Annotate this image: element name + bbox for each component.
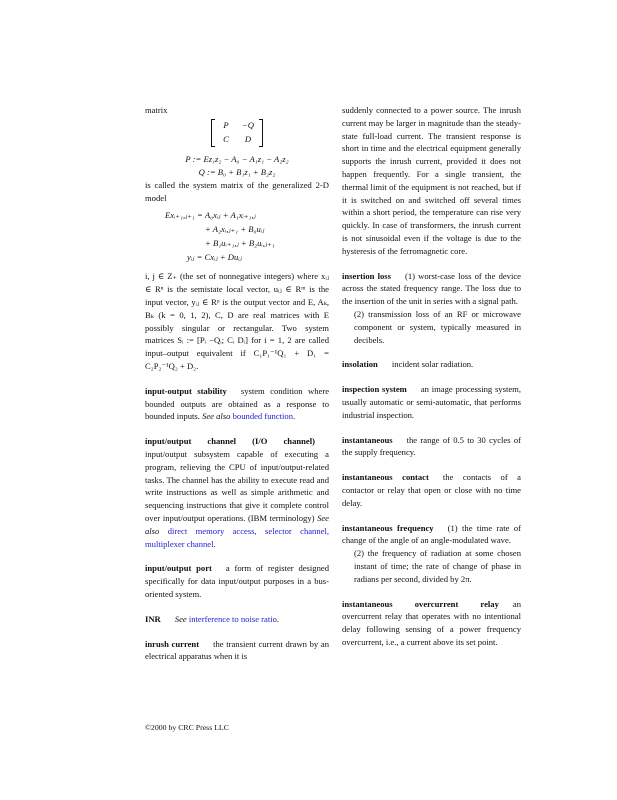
continuation-paragraph: suddenly connected to a power source. The inrush current may be larger in magnitude than the steady-state full-load current. The transient response is short in time and the electrical equipment generally supports the inrush current, provided it does not happen frequently. For a single transient, the thermal limit of the equipment is not reached, but if it is switched on and switched off several times within a short period, the temperature can rise very quickly. In case of transformers, the inrush current is not sinusoidal even if the voltage is due to the hysteresis of the ferromagnetic core. [342, 105, 521, 256]
glossary-entry [145, 562, 329, 600]
equivalence-paragraph: i, j ∈ Z₊ (the set of nonnegative integers) where xᵢⱼ ∈ Rⁿ is the semistate local vector, uᵢⱼ ∈ Rᵐ is the input vector, yᵢⱼ ∈ Rᵖ is the output vector and E, Aₖ, Bₖ (k = 0, 1, 2), C, D are real matrices with E possibly singular or rectangular. Two system matrices Sᵢ := [Pᵢ −Qᵢ; Cᵢ Dᵢ] for i = 1, 2 are called input–output equivalent if C₁P₁⁻¹Q₁ + D₁ = C₂P₂⁻¹Q₂ + D₂. [145, 271, 329, 371]
entry-tail: . [213, 538, 216, 549]
glossary-entry [342, 270, 521, 308]
model-description: is called the system matrix of the generalized 2-D model [145, 179, 329, 203]
cross-reference-link[interactable]: direct memory access, selector channel, multiplexer channel [145, 525, 329, 549]
matrix-cell: P [223, 119, 229, 130]
left-column [145, 104, 329, 663]
entry-term: input/output channel (I/O channel) [145, 436, 315, 447]
entry-term: instantaneous [342, 434, 393, 445]
entry-subsense: (2) the frequency of radiation at some chosen instant of time; the rate of change of phase in radians per second, divided by 2π. [354, 548, 521, 584]
copyright-footer: ©2000 by CRC Press LLC [145, 723, 229, 732]
entry-definition: an image processing system, usually automatic or semi-automatic, that performs industrial inspection. [342, 384, 521, 420]
entry-definition: system condition where bounded outputs are obtained as a response to bounded inputs. [145, 385, 330, 422]
glossary-entry [145, 638, 329, 664]
glossary-entry [342, 598, 521, 649]
entry-term: instantaneous overcurrent relay [342, 598, 499, 609]
matrix-cell: C [223, 133, 229, 144]
glossary-entry [145, 613, 329, 626]
system-equation-line: + A₂xᵢ,ⱼ₊₁ + B₀uᵢⱼ [205, 224, 265, 235]
entry-tail: . [276, 613, 280, 624]
entry-term: insertion loss [342, 270, 391, 281]
entry-definition: the range of 0.5 to 30 cycles of the supply frequency. [342, 434, 521, 458]
see-label: See [174, 613, 187, 624]
glossary-entry [342, 434, 521, 460]
system-equations [145, 208, 329, 264]
system-equation-line: yᵢⱼ = Cxᵢⱼ + Duᵢⱼ [187, 252, 242, 263]
entry-term: inspection system [342, 384, 407, 395]
see-also-label: See also [145, 512, 329, 536]
see-also-label: See also [202, 411, 231, 422]
entry-term: input-output stability [145, 385, 227, 396]
entry-subsense: (2) transmission loss of an RF or microwave component or system, typically measured in decibels. [354, 308, 521, 345]
glossary-entry [342, 522, 521, 548]
entry-term: insolation [342, 359, 378, 370]
entry-term: instantaneous frequency [342, 522, 434, 533]
entry-tail: . [293, 411, 296, 422]
entry-definition: a form of register designed specifically for data input/output purposes in a bus-oriented system. [145, 563, 329, 599]
entry-definition: (1) the time rate of change of the angle of an angle-modulated wave. [342, 522, 521, 546]
glossary-entry [342, 471, 521, 509]
glossary-entry [342, 358, 521, 371]
entry-term: input/output port [145, 563, 212, 574]
entry-term: inrush current [145, 638, 200, 649]
cross-reference-link[interactable]: bounded function [232, 411, 294, 422]
glossary-entry [145, 385, 329, 423]
intro-word: matrix [145, 105, 168, 115]
system-matrix [145, 119, 329, 147]
system-equation-line: Exᵢ₊₁,ⱼ₊₁ = A₀xᵢⱼ + A₁xᵢ₊₁,ⱼ [165, 210, 256, 221]
right-column [342, 104, 521, 649]
entry-term: INR [145, 613, 161, 624]
matrix-cell: D [244, 133, 252, 144]
entry-definition: an overcurrent relay that operates with no intentional delay following sensing of a power frequency overcurrent, i.e., a current above its set point. [342, 598, 521, 647]
entry-definition: incident solar radiation. [391, 359, 474, 370]
entry-definition: (1) worst-case loss of the device across the stated frequency range. The loss due to the insertion of the unit in series with a signal path. [342, 270, 521, 307]
cross-reference-link[interactable]: interference to noise ratio [188, 613, 277, 624]
entry-term: instantaneous contact [342, 472, 429, 483]
matrix-cell: −Q [241, 119, 254, 130]
system-equation-line: + B₁uᵢ₊₁,ⱼ + B₂uᵢ,ⱼ₊₁ [205, 238, 275, 249]
matrix-right-bracket [259, 119, 263, 147]
glossary-entry [145, 435, 329, 550]
entry-definition: the transient current drawn by an electrical apparatus when it is [145, 638, 329, 662]
entry-definition: the contacts of a contactor or relay that open or close with no time delay. [342, 472, 521, 508]
glossary-entry [342, 383, 521, 421]
equation-p: P := Ez₁z₂ − A₀ − A₁z₁ − A₂z₂ [185, 153, 289, 164]
entry-definition: input/output subsystem capable of executing a program, relieving the CPU of input/output-related tasks. The channel has the ability to execute read and write instructions as well as simple arithmetic and sequencing instructions that give it complete control over input/output operations. (IBM terminology) [145, 448, 329, 523]
equation-q: Q := B₀ + B₁z₁ + B₂z₂ [198, 166, 276, 177]
